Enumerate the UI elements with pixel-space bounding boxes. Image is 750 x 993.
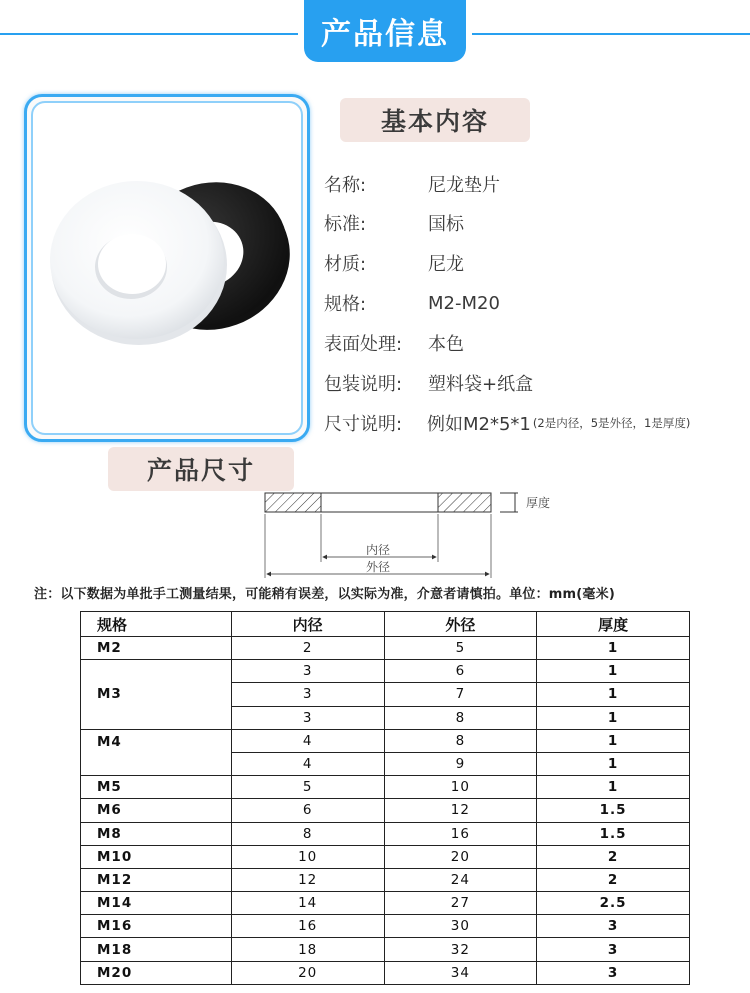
cell-outer: 20 <box>384 845 537 868</box>
table-row <box>81 915 690 938</box>
info-value: 本色 <box>428 334 464 355</box>
table-row <box>81 961 690 984</box>
outer-diameter-label: 外径 <box>366 560 391 574</box>
table-row <box>81 822 690 845</box>
cell-thickness: 1.5 <box>537 799 690 822</box>
table-row <box>81 868 690 891</box>
cell-thickness: 1 <box>537 776 690 799</box>
cell-thickness: 1 <box>537 752 690 775</box>
cell-outer: 6 <box>384 660 537 683</box>
table-row <box>81 637 690 660</box>
info-value: 例如M2*5*1 <box>427 414 531 435</box>
cell-thickness: 1 <box>537 683 690 706</box>
cell-outer: 8 <box>384 706 537 729</box>
cell-spec: M12 <box>81 868 232 891</box>
table-row <box>81 729 690 752</box>
info-label: 表面处理: <box>324 334 403 355</box>
cell-inner: 4 <box>231 729 384 752</box>
cell-thickness: 2 <box>537 868 690 891</box>
header-banner <box>0 0 750 66</box>
info-row-surface <box>324 329 464 357</box>
spec-table <box>80 611 690 985</box>
cell-inner: 20 <box>231 961 384 984</box>
info-detail: (2是内径，5是外径，1是厚度) <box>532 416 691 430</box>
cell-outer: 10 <box>384 776 537 799</box>
cell-thickness: 1 <box>537 729 690 752</box>
info-row-standard <box>324 209 464 237</box>
cell-outer: 27 <box>384 892 537 915</box>
cell-inner: 3 <box>231 683 384 706</box>
table-row <box>81 938 690 961</box>
table-row <box>81 799 690 822</box>
cell-outer: 8 <box>384 729 537 752</box>
cell-thickness: 2.5 <box>537 892 690 915</box>
info-label: 材质: <box>324 254 367 275</box>
cell-inner: 5 <box>231 776 384 799</box>
cell-spec: M18 <box>81 938 232 961</box>
cell-inner: 3 <box>231 660 384 683</box>
cell-thickness: 1 <box>537 660 690 683</box>
cell-inner: 8 <box>231 822 384 845</box>
cell-outer: 32 <box>384 938 537 961</box>
cell-spec: M6 <box>81 799 232 822</box>
header-rule-right <box>472 33 750 35</box>
cell-spec: M4 <box>81 729 232 775</box>
info-value: 尼龙 <box>428 254 464 275</box>
page-title: 产品信息 <box>304 0 466 62</box>
measurement-note: 注：以下数据为单批手工测量结果，可能稍有误差，以实际为准，介意者请慎拍。单位：mm(毫米) <box>34 587 615 602</box>
cell-thickness: 2 <box>537 845 690 868</box>
cell-outer: 12 <box>384 799 537 822</box>
table-header-row <box>81 612 690 637</box>
cell-outer: 30 <box>384 915 537 938</box>
cell-thickness: 1 <box>537 637 690 660</box>
cell-thickness: 3 <box>537 938 690 961</box>
cell-inner: 18 <box>231 938 384 961</box>
col-header-outer: 外径 <box>384 612 537 637</box>
cell-outer: 16 <box>384 822 537 845</box>
info-label: 标准: <box>324 214 367 235</box>
info-row-packaging <box>324 369 533 397</box>
size-heading: 产品尺寸 <box>108 447 294 491</box>
table-row <box>81 845 690 868</box>
table-row <box>81 892 690 915</box>
cell-inner: 6 <box>231 799 384 822</box>
info-row-spec <box>324 289 500 317</box>
basic-info-heading: 基本内容 <box>340 98 530 142</box>
table-row <box>81 660 690 683</box>
cell-spec: M8 <box>81 822 232 845</box>
info-value: 尼龙垫片 <box>428 175 500 196</box>
col-header-spec: 规格 <box>81 612 232 637</box>
info-label: 规格: <box>324 294 367 315</box>
cell-spec: M2 <box>81 637 232 660</box>
info-value: M2-M20 <box>428 292 500 314</box>
cell-outer: 9 <box>384 752 537 775</box>
cell-thickness: 3 <box>537 915 690 938</box>
cell-inner: 3 <box>231 706 384 729</box>
cell-outer: 24 <box>384 868 537 891</box>
cell-inner: 12 <box>231 868 384 891</box>
info-value: 国标 <box>428 214 464 235</box>
cell-outer: 34 <box>384 961 537 984</box>
info-value: 塑料袋+纸盒 <box>428 374 534 395</box>
cell-thickness: 3 <box>537 961 690 984</box>
table-row <box>81 776 690 799</box>
cell-spec: M20 <box>81 961 232 984</box>
inner-diameter-label: 内径 <box>366 543 391 557</box>
cell-spec: M5 <box>81 776 232 799</box>
info-label: 包装说明: <box>324 374 403 395</box>
cell-spec: M14 <box>81 892 232 915</box>
info-row-name <box>324 170 500 198</box>
cell-thickness: 1.5 <box>537 822 690 845</box>
header-rule-left <box>0 33 298 35</box>
cell-inner: 4 <box>231 752 384 775</box>
cell-spec: M16 <box>81 915 232 938</box>
cell-outer: 7 <box>384 683 537 706</box>
cell-thickness: 1 <box>537 706 690 729</box>
info-label: 尺寸说明: <box>324 414 403 435</box>
cell-inner: 2 <box>231 637 384 660</box>
col-header-inner: 内径 <box>231 612 384 637</box>
thickness-label: 厚度 <box>526 496 551 510</box>
cell-spec: M10 <box>81 845 232 868</box>
cell-spec: M3 <box>81 660 232 730</box>
cell-inner: 10 <box>231 845 384 868</box>
info-row-material <box>324 249 464 277</box>
cell-inner: 16 <box>231 915 384 938</box>
info-row-size-note <box>324 409 690 437</box>
cell-inner: 14 <box>231 892 384 915</box>
washers-illustration <box>27 97 313 445</box>
product-photo <box>24 94 310 442</box>
col-header-thickness: 厚度 <box>537 612 690 637</box>
washer-cross-section-diagram <box>0 480 750 584</box>
info-label: 名称: <box>324 175 367 196</box>
cell-outer: 5 <box>384 637 537 660</box>
